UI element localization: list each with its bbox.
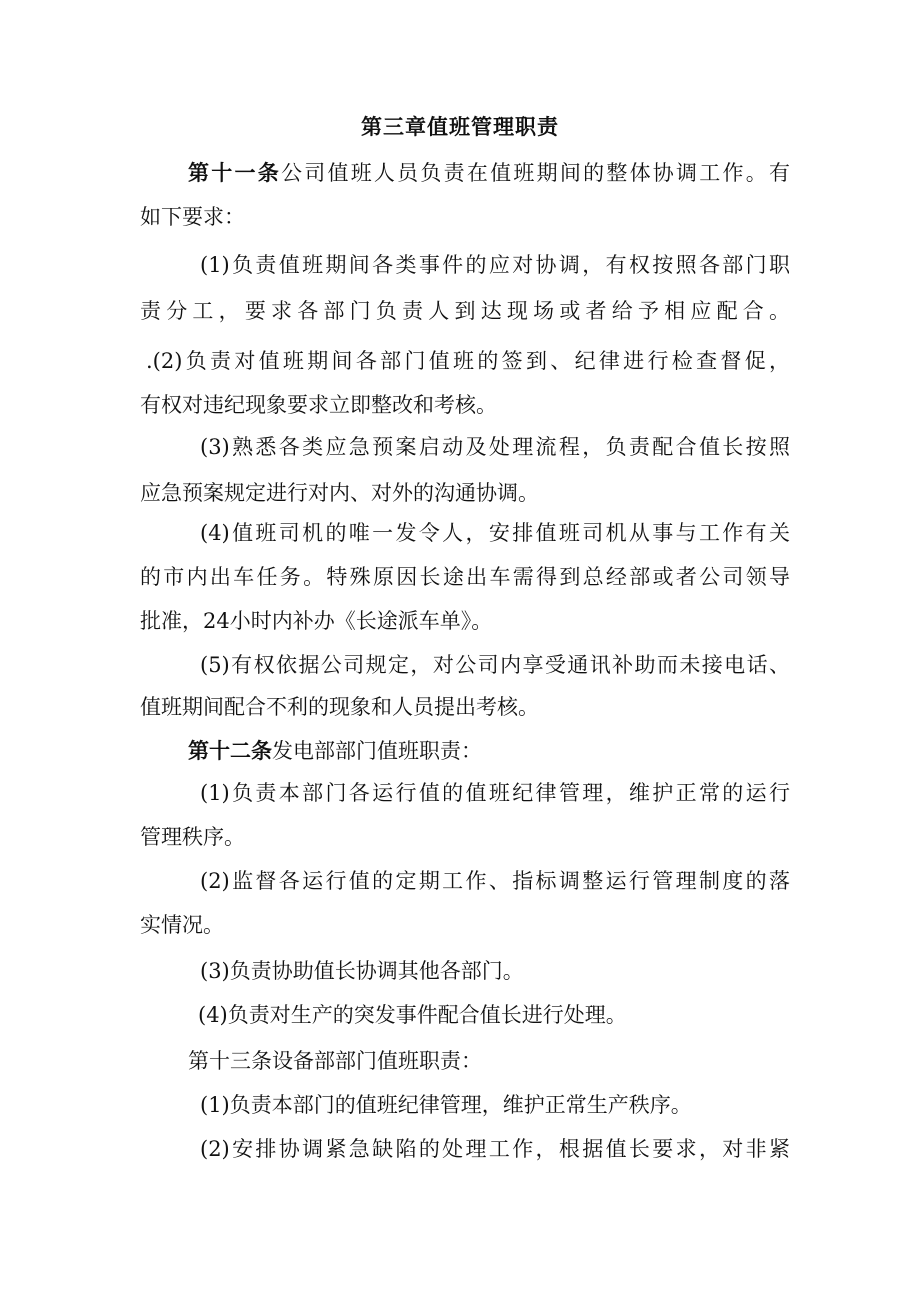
article-12-item-2-line-1: (2)监督各运行值的定期工作、指标调整运行管理制度的落 <box>200 869 790 893</box>
article-11-item-3-line-1: (3)熟悉各类应急预案启动及处理流程，负责配合值长按照 <box>200 435 790 459</box>
article-11-item-5-line-2: 值班期间配合不利的现象和人员提出考核。 <box>140 695 539 719</box>
article-11-item-1-line-1: (1)负责值班期间各类事件的应对协调，有权按照各部门职 <box>200 253 790 277</box>
article-12-text: 发电部部门值班职责： <box>272 739 482 763</box>
article-11-item-4-line-1: (4)值班司机的唯一发令人，安排值班司机从事与工作有关 <box>200 521 790 545</box>
article-13-item-1: (1)负责本部门的值班纪律管理，维护正常生产秩序。 <box>200 1093 692 1117</box>
article-11-item-1-line-2: 责分工，要求各部门负责人到达现场或者给予相应配合。 <box>140 299 790 323</box>
article-11-line-1 <box>188 158 790 188</box>
article-11-item-5-line-1: (5)有权依据公司规定，对公司内享受通讯补助而未接电话、 <box>200 653 790 677</box>
article-11-line-2: 如下要求： <box>140 205 245 229</box>
article-11-item-2-line-2: 有权对违纪现象要求立即整改和考核。 <box>140 393 497 417</box>
article-13-item-2: (2)安排协调紧急缺陷的处理工作，根据值长要求，对非紧 <box>200 1137 790 1161</box>
article-11-item-3-line-2: 应急预案规定进行对内、对外的沟通协调。 <box>140 481 539 505</box>
article-12-label: 第十二条 <box>188 738 272 763</box>
article-12-item-1-line-2: 管理秩序。 <box>140 825 245 849</box>
article-13-line-1: 第十三条设备部部门值班职责： <box>188 1049 482 1073</box>
article-11-text: 公司值班人员负责在值班期间的整体协调工作。有 <box>280 161 790 185</box>
article-11-item-4-line-2: 的市内出车任务。特殊原因长途出车需得到总经部或者公司领导 <box>140 565 790 589</box>
chapter-title: 第三章值班管理职责 <box>361 114 559 139</box>
article-11-label: 第十一条 <box>188 160 281 185</box>
article-12-item-1-line-1: (1)负责本部门各运行值的值班纪律管理，维护正常的运行 <box>200 781 790 805</box>
article-12-line-1 <box>188 736 790 766</box>
article-12-item-4: (4)负责对生产的突发事件配合值长进行处理。 <box>198 1003 627 1027</box>
article-11-item-2-line-1: .(2)负责对值班期间各部门值班的签到、纪律进行检查督促， <box>146 349 790 373</box>
article-12-item-2-line-2: 实情况。 <box>140 913 224 937</box>
article-11-item-4-line-3: 批准，24小时内补办《长途派车单》。 <box>140 609 493 633</box>
article-12-item-3: (3)负责协助值长协调其他各部门。 <box>200 959 524 983</box>
